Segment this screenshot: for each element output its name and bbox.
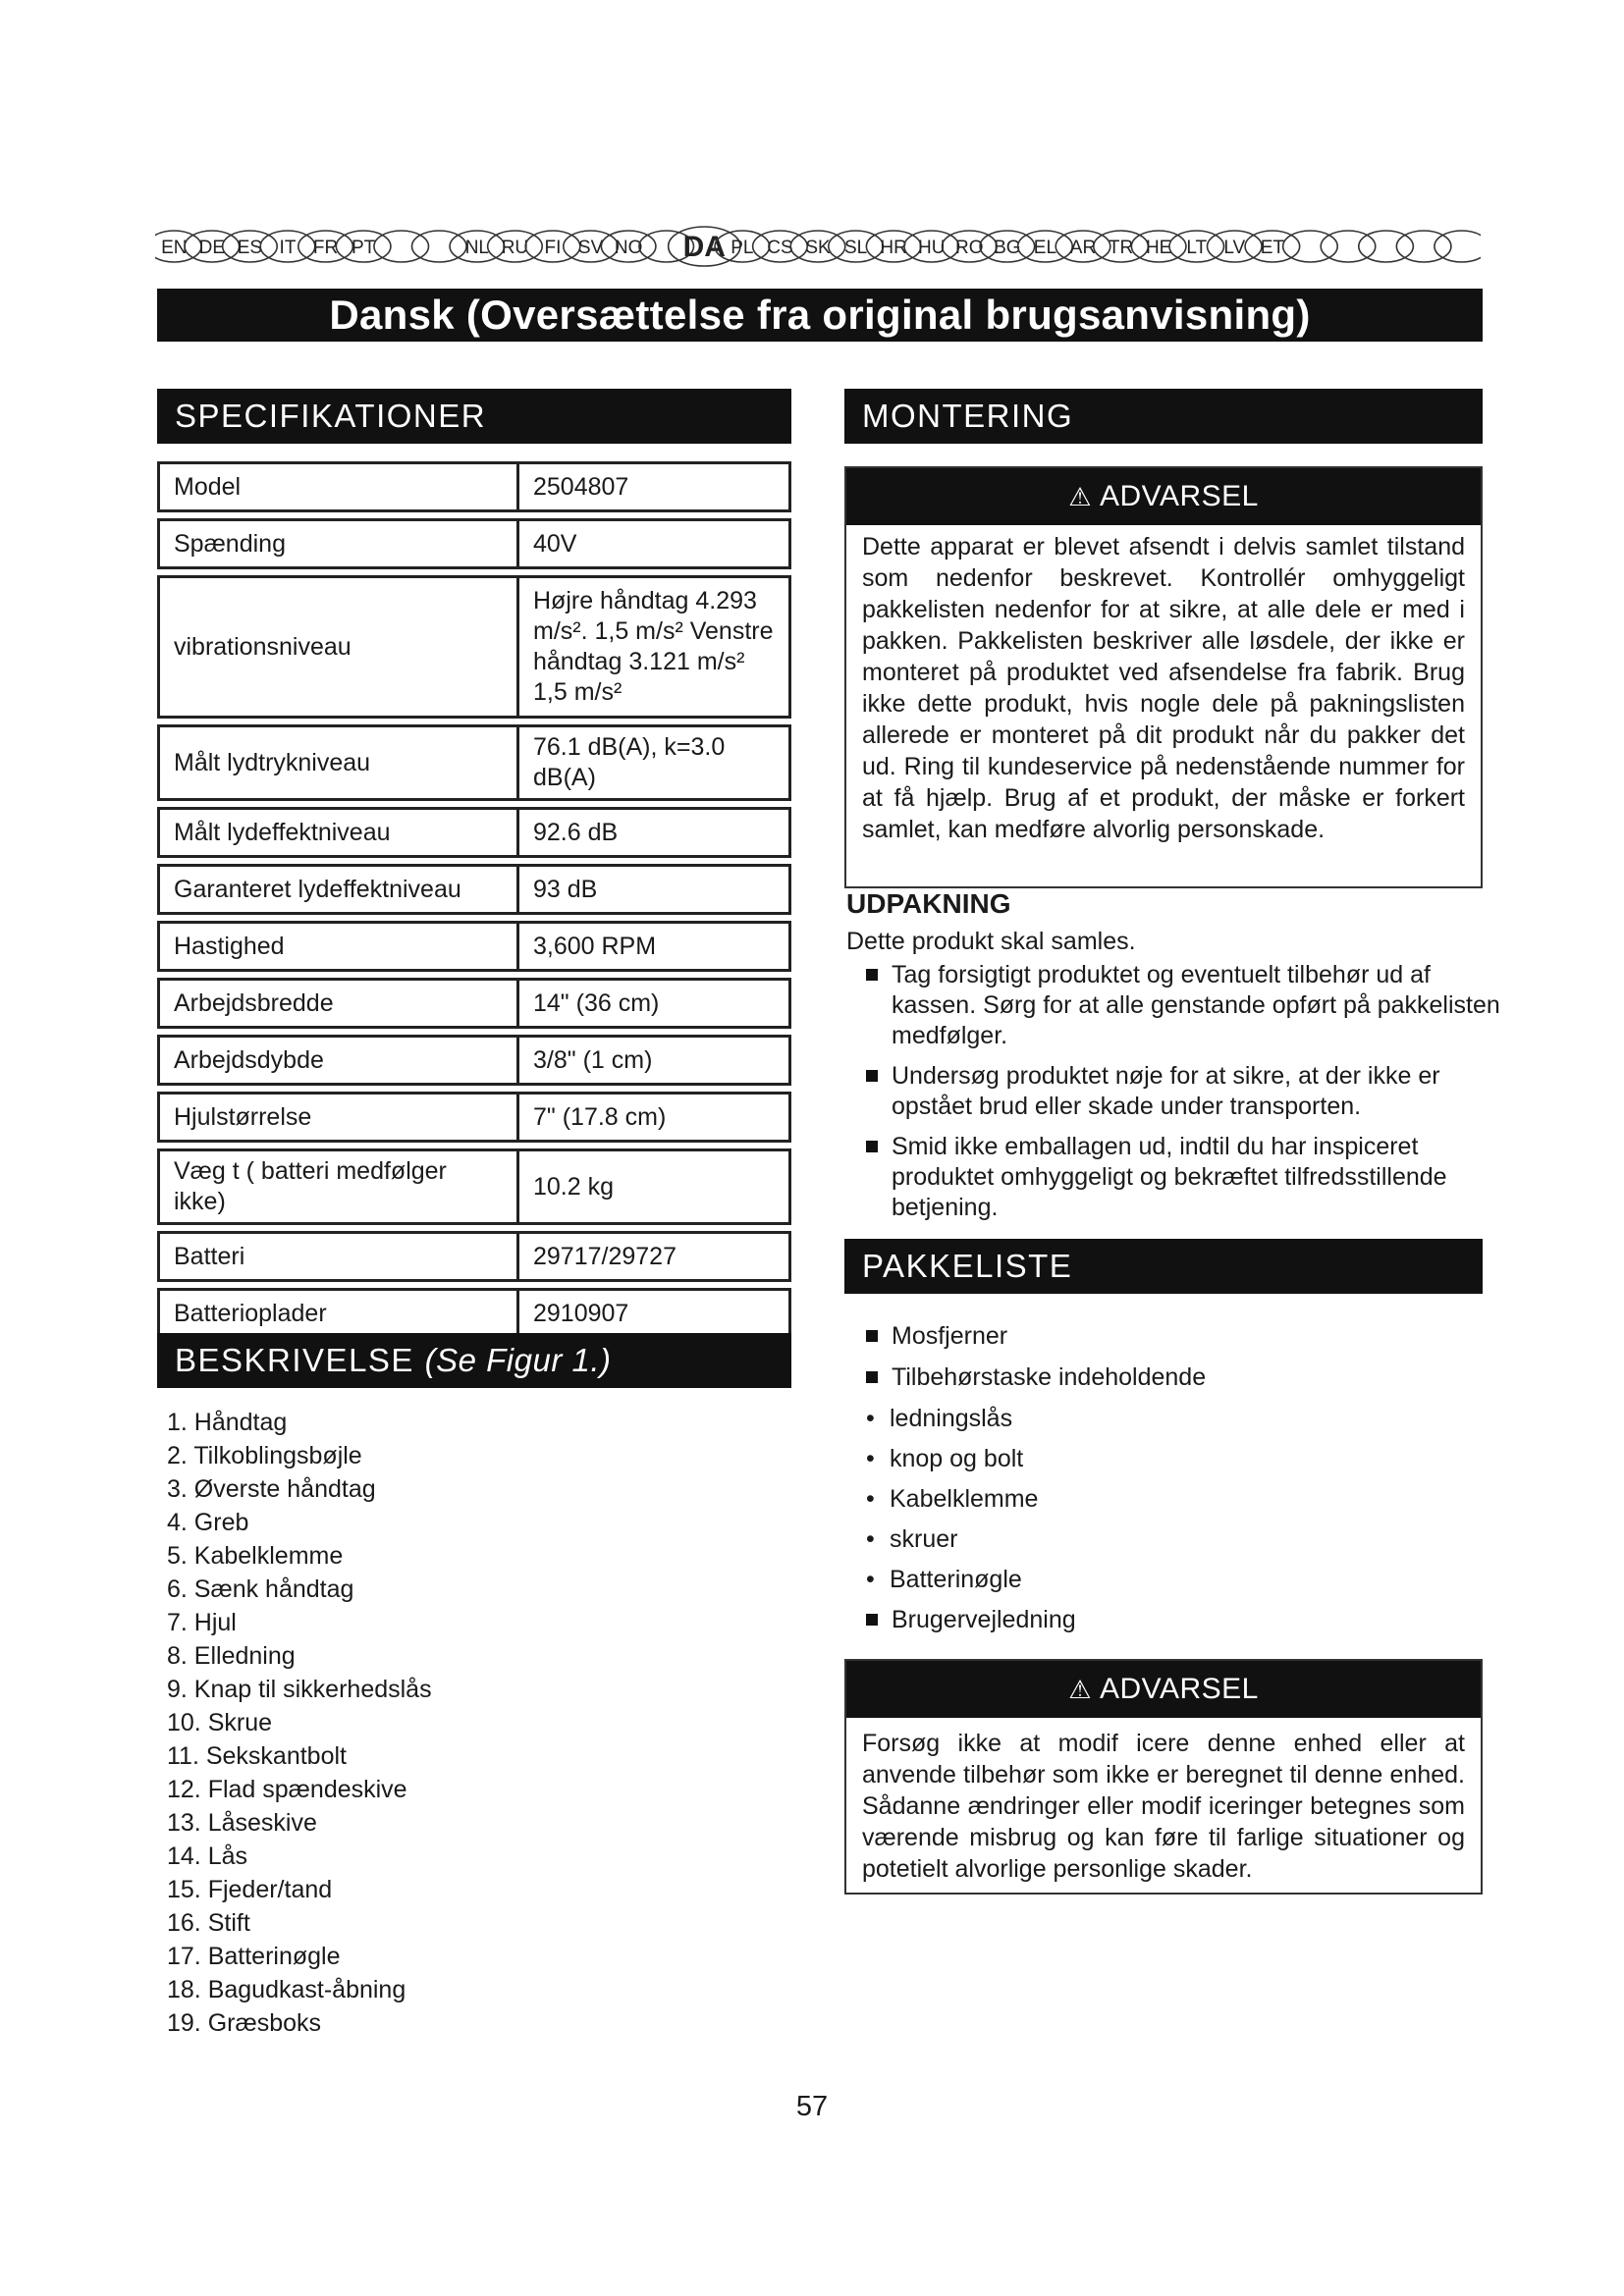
square-bullet-icon — [866, 1330, 878, 1342]
list-item: 2. Tilkoblingsbøjle — [167, 1442, 362, 1469]
language-tab-ru: RU — [501, 238, 529, 258]
unpacking-item: Undersøg produktet nøje for at sikre, at der ikke er opstået brud eller skade under transporten. — [846, 1061, 1504, 1122]
list-item: 12. Flad spændeskive — [167, 1776, 407, 1803]
language-tab-sl: SL — [843, 238, 868, 258]
list-item: 11. Sekskantbolt — [167, 1742, 347, 1770]
spec-key: Væg t ( batteri medfølger ikke) — [159, 1150, 518, 1224]
packing-subitem: • ledningslås — [866, 1405, 1013, 1432]
assembly-warning-label: ADVARSEL — [1099, 480, 1259, 512]
spec-value: Højre håndtag 4.293 m/s². 1,5 m/s² Venstre håndtag 3.121 m/s² 1,5 m/s² — [518, 577, 790, 718]
spec-value: 29717/29727 — [518, 1233, 790, 1281]
spec-value: 40V — [518, 520, 790, 568]
table-row — [159, 1233, 790, 1281]
table-row — [159, 1094, 790, 1142]
square-bullet-icon — [866, 969, 878, 981]
list-item: 8. Elledning — [167, 1642, 296, 1670]
unpacking-item: Tag forsigtigt produktet og eventuelt tilbehør ud af kassen. Sørg for at alle genstande opført på pakkelisten medfølger. — [846, 960, 1504, 1051]
language-tab-he: HE — [1145, 238, 1172, 258]
packing-subitem: • Batterinøgle — [866, 1566, 1022, 1593]
warning-triangle-icon: ⚠ — [1068, 482, 1092, 511]
modification-warning-heading — [846, 1661, 1481, 1718]
packing-item: Tilbehørstaske indeholdende — [846, 1362, 1475, 1393]
table-row-gap — [159, 971, 790, 980]
table-row — [159, 1150, 790, 1224]
language-tab-pl: PL — [731, 238, 754, 258]
language-tab-ro: RO — [955, 238, 984, 258]
language-tab-lt: LT — [1186, 238, 1208, 258]
packing-item: Mosfjerner — [846, 1321, 1475, 1352]
dot-bullet-icon: • — [866, 1445, 875, 1472]
spec-key: Målt lydtrykniveau — [159, 726, 518, 800]
list-item: 4. Greb — [167, 1509, 249, 1536]
spec-value: 2910907 — [518, 1290, 790, 1338]
packing-subitem: • skruer — [866, 1525, 958, 1553]
language-tabs — [155, 222, 1481, 271]
spec-value: 3,600 RPM — [518, 923, 790, 971]
table-row — [159, 520, 790, 568]
language-tab-no: NO — [614, 238, 643, 258]
assembly-warning-text: Dette apparat er blevet afsendt i delvis samlet tilstand som nedenfor beskrevet. Kontrollér omhyggeligt pakkelisten nedenfor for at sikre, at alle dele er med i pakken. Pakkelisten beskriver alle løsdele, der ikke er monteret på produktet ved afsendelse fra fabrik. Brug ikke dette produkt, hvis nogle dele på pakningslisten allerede er monteret på dit produkt når du pakker det ud. Ring til kundeservice på nedenstående nummer for at få hjælp. Brug af et produkt, der måske er forkert samlet, kan medføre alvorlig personskade. — [862, 533, 1465, 843]
square-bullet-icon — [866, 1141, 878, 1152]
table-row-gap — [159, 914, 790, 923]
assembly-warning-heading — [846, 468, 1481, 525]
table-row — [159, 726, 790, 800]
spec-key: Målt lydeffektniveau — [159, 809, 518, 857]
language-tab-hu: HU — [917, 238, 946, 258]
packing-item: Brugervejledning — [846, 1605, 1475, 1635]
spec-value: 92.6 dB — [518, 809, 790, 857]
dot-bullet-icon: • — [866, 1525, 875, 1553]
language-tab-ar: AR — [1069, 238, 1097, 258]
language-tab-it: IT — [279, 238, 297, 258]
spec-value: 93 dB — [518, 866, 790, 914]
list-item: 3. Øverste håndtag — [167, 1475, 376, 1503]
specifications-table — [157, 461, 791, 1339]
list-item: 17. Batterinøgle — [167, 1943, 341, 1970]
spec-value: 3/8" (1 cm) — [518, 1037, 790, 1085]
language-tab-es: ES — [237, 238, 263, 258]
list-item: 13. Låseskive — [167, 1809, 317, 1837]
modification-warning-text: Forsøg ikke at modif icere denne enhed eller at anvende tilbehør som ikke er beregnet til denne enhed. Sådanne ændringer eller modif iceringer betegnes som værende misbrug og kan føre til farlige situationer og potetielt alvorlige personlige skader. — [862, 1730, 1465, 1883]
language-tab-en: EN — [161, 238, 188, 258]
unpacking-item: Smid ikke emballagen ud, indtil du har inspiceret produktet omhyggeligt og bekræftet tilfredsstillende betjening. — [846, 1132, 1504, 1223]
list-item: 6. Sænk håndtag — [167, 1575, 354, 1603]
language-tab-da: DA — [682, 231, 726, 263]
packing-subitem: • knop og bolt — [866, 1445, 1024, 1472]
table-row — [159, 1037, 790, 1085]
dot-bullet-icon: • — [866, 1566, 875, 1593]
list-item: 18. Bagudkast-åbning — [167, 1976, 406, 2003]
language-tab-fi: FI — [544, 238, 562, 258]
square-bullet-icon — [866, 1371, 878, 1383]
list-item: 10. Skrue — [167, 1709, 273, 1736]
language-tabs-graphic — [155, 222, 1481, 271]
table-row-gap — [159, 1224, 790, 1233]
spec-key: Hjulstørrelse — [159, 1094, 518, 1142]
table-row-gap — [159, 1281, 790, 1290]
spec-value: 7" (17.8 cm) — [518, 1094, 790, 1142]
square-bullet-icon — [866, 1070, 878, 1082]
warning-triangle-icon: ⚠ — [1068, 1675, 1092, 1704]
language-tab-outline — [1435, 231, 1481, 262]
assembly-warning-box — [844, 466, 1483, 888]
spec-key: Arbejdsbredde — [159, 980, 518, 1028]
dot-bullet-icon: • — [866, 1405, 875, 1432]
table-row-gap — [159, 1028, 790, 1037]
spec-key: Arbejdsdybde — [159, 1037, 518, 1085]
table-row — [159, 980, 790, 1028]
spec-value: 10.2 kg — [518, 1150, 790, 1224]
language-tab-sv: SV — [577, 238, 604, 258]
list-item: 14. Lås — [167, 1842, 248, 1870]
square-bullet-icon — [866, 1614, 878, 1626]
specifications-header: SPECIFIKATIONER — [157, 389, 791, 444]
description-header-title: BESKRIVELSE — [175, 1342, 414, 1378]
table-row-gap — [159, 511, 790, 520]
page-number: 57 — [795, 2091, 829, 2122]
spec-value: 2504807 — [518, 463, 790, 511]
list-item: 19. Græsboks — [167, 2009, 322, 2037]
table-row — [159, 463, 790, 511]
language-tab-tr: TR — [1108, 238, 1134, 258]
list-item: 7. Hjul — [167, 1609, 237, 1636]
table-row-gap — [159, 568, 790, 577]
spec-key: Hastighed — [159, 923, 518, 971]
list-item: 5. Kabelklemme — [167, 1542, 344, 1570]
table-row-gap — [159, 857, 790, 866]
description-list — [167, 1406, 776, 2040]
packing-subitem: • Kabelklemme — [866, 1485, 1039, 1513]
packing-list-header: PAKKELISTE — [844, 1239, 1483, 1294]
list-item: 9. Knap til sikkerhedslås — [167, 1676, 432, 1703]
spec-key: Spænding — [159, 520, 518, 568]
description-header — [157, 1333, 791, 1388]
list-item: 1. Håndtag — [167, 1409, 288, 1436]
unpacking-intro: Dette produkt skal samles. — [846, 928, 1136, 955]
language-tab-cs: CS — [767, 238, 793, 258]
language-tab-sk: SK — [805, 238, 831, 258]
table-row — [159, 1290, 790, 1338]
list-item: 16. Stift — [167, 1909, 250, 1937]
table-row-gap — [159, 718, 790, 726]
language-tab-et: ET — [1260, 238, 1284, 258]
spec-value: 76.1 dB(A), k=3.0 dB(A) — [518, 726, 790, 800]
language-tab-fr: FR — [312, 238, 339, 258]
language-tab-el: EL — [1033, 238, 1057, 258]
table-row-gap — [159, 800, 790, 809]
table-row-gap — [159, 1085, 790, 1094]
language-tab-bg: BG — [994, 238, 1021, 258]
assembly-header: MONTERING — [844, 389, 1483, 444]
modification-warning-label: ADVARSEL — [1099, 1673, 1259, 1705]
spec-key: Batteri — [159, 1233, 518, 1281]
table-row — [159, 923, 790, 971]
table-row — [159, 866, 790, 914]
unpacking-title: UDPAKNING — [846, 888, 1011, 919]
dot-bullet-icon: • — [866, 1485, 875, 1513]
modification-warning-box — [844, 1659, 1483, 1895]
description-header-figure-ref: (Se Figur 1.) — [424, 1342, 612, 1378]
spec-value: 14" (36 cm) — [518, 980, 790, 1028]
unpacking-list — [846, 960, 1504, 1223]
language-tab-hr: HR — [880, 238, 907, 258]
spec-key: Batterioplader — [159, 1290, 518, 1338]
table-row-gap — [159, 1142, 790, 1150]
spec-key: Garanteret lydeffektniveau — [159, 866, 518, 914]
table-row — [159, 809, 790, 857]
spec-key: Model — [159, 463, 518, 511]
table-row — [159, 577, 790, 718]
page-title: Dansk (Oversættelse fra original brugsanvisning) — [157, 289, 1483, 342]
list-item: 15. Fjeder/tand — [167, 1876, 333, 1903]
spec-key: vibrationsniveau — [159, 577, 518, 718]
packing-list — [846, 1321, 1475, 1635]
language-tab-de: DE — [198, 238, 226, 258]
language-tab-lv: LV — [1223, 238, 1246, 258]
language-tab-pt: PT — [352, 238, 376, 258]
language-tab-nl: NL — [464, 238, 490, 258]
